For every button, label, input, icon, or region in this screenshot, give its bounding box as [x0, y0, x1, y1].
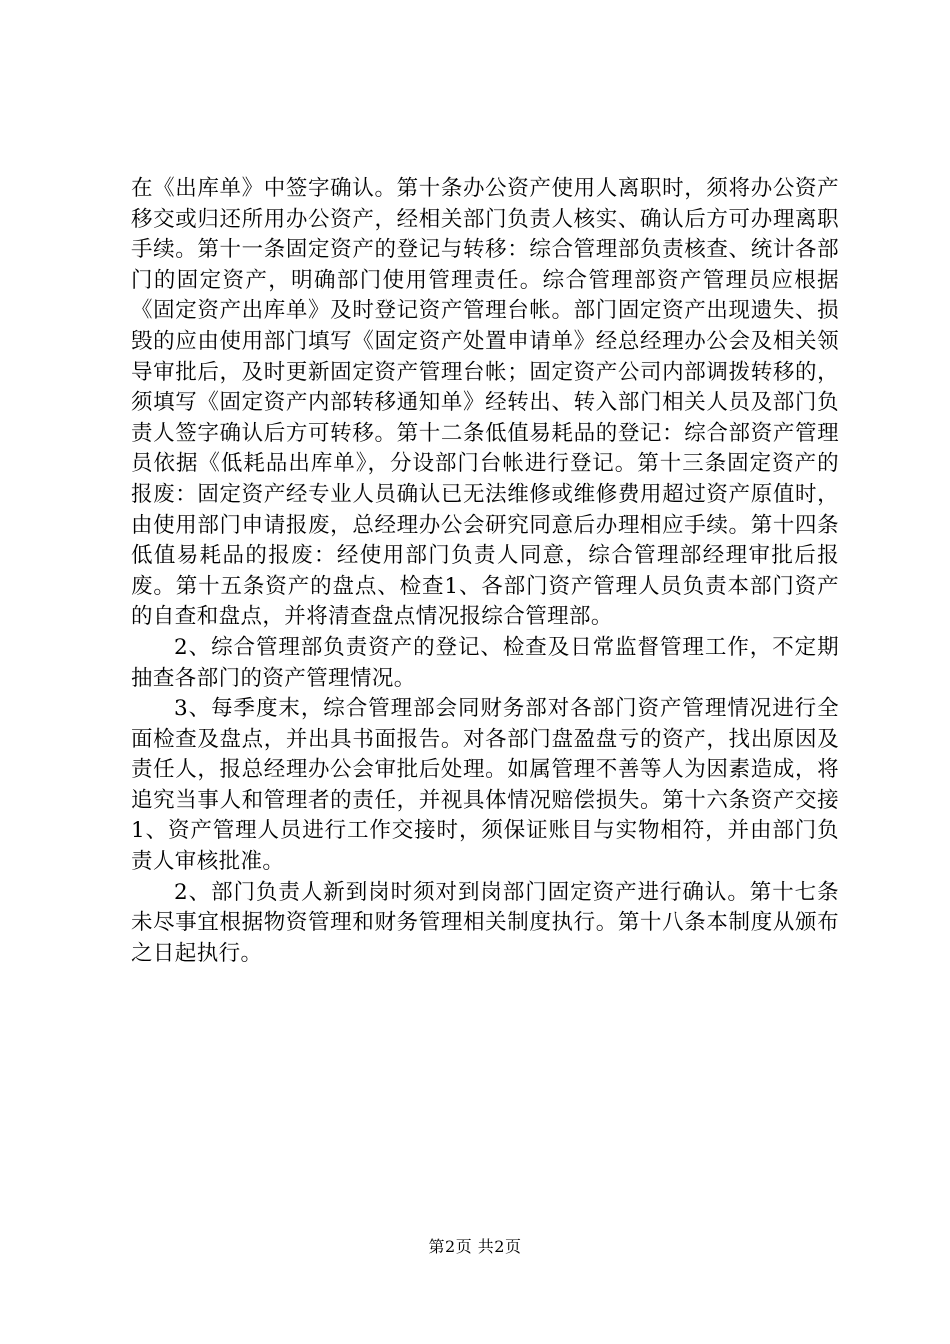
paragraph-4: 2、部门负责人新到岗时须对到岗部门固定资产进行确认。第十七条未尽事宜根据物资管理和财务管理相关制度执行。第十八条本制度从颁布之日起执行。: [131, 879, 839, 966]
paragraph-3: 3、每季度末，综合管理部会同财务部对各部门资产管理情况进行全面检查及盘点，并出具书面报告。对各部门盘盈盘亏的资产，找出原因及责任人，报总经理办公会审批后处理。如属管理不善等人为因素造成，将追究当事人和管理者的责任，并视具体情况赔偿损失。第十六条资产交接1、资产管理人员进行工作交接时，须保证账目与实物相符，并由部门负责人审核批准。: [131, 696, 839, 875]
document-body: [131, 174, 839, 969]
paragraph-1: 在《出库单》中签字确认。第十条办公资产使用人离职时，须将办公资产移交或归还所用办公资产，经相关部门负责人核实、确认后方可办理离职手续。第十一条固定资产的登记与转移：综合管理部负责核查、统计各部门的固定资产，明确部门使用管理责任。综合管理部资产管理员应根据《固定资产出库单》及时登记资产管理台帐。部门固定资产出现遗失、损毁的应由使用部门填写《固定资产处置申请单》经总经理办公会及相关领导审批后，及时更新固定资产管理台帐；固定资产公司内部调拨转移的，须填写《固定资产内部转移通知单》经转出、转入部门相关人员及部门负责人签字确认后方可转移。第十二条低值易耗品的登记：综合部资产管理员依据《低耗品出库单》，分设部门台帐进行登记。第十三条固定资产的报废：固定资产经专业人员确认已无法维修或维修费用超过资产原值时，由使用部门申请报废，总经理办公会研究同意后办理相应手续。第十四条低值易耗品的报废：经使用部门负责人同意，综合管理部经理审批后报废。第十五条资产的盘点、检查1、各部门资产管理人员负责本部门资产的自查和盘点，并将清查盘点情况报综合管理部。: [131, 176, 839, 630]
paragraph-2: 2、综合管理部负责资产的登记、检查及日常监督管理工作，不定期抽查各部门的资产管理情况。: [131, 634, 839, 691]
page-number-footer: 第2页 共2页: [428, 1237, 522, 1256]
